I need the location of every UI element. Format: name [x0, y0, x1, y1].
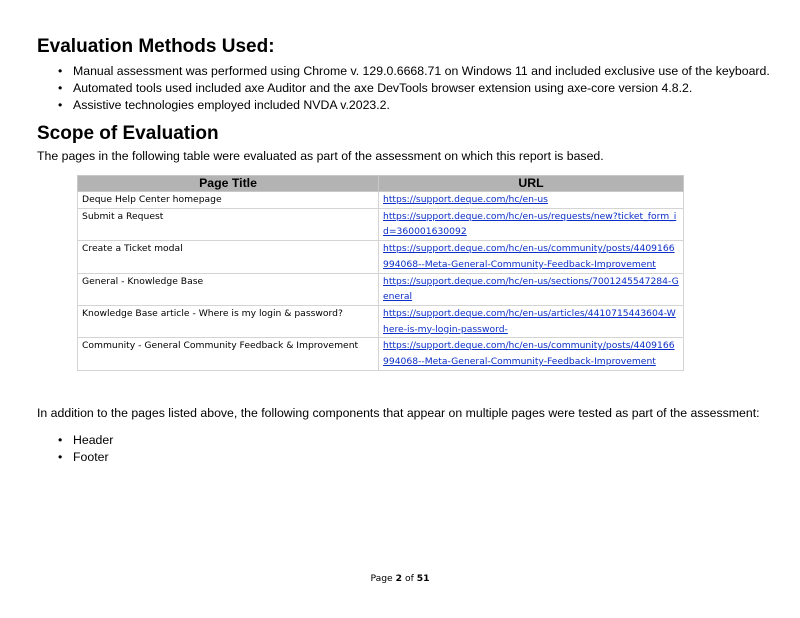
- table-row: [78, 241, 684, 273]
- page-title-cell: Knowledge Base article - Where is my login & password?: [78, 305, 379, 337]
- list-item: • Footer: [58, 449, 113, 466]
- scope-intro-text: The pages in the following table were evaluated as part of the assessment on which this report is based.: [37, 149, 604, 163]
- list-item: • Automated tools used included axe Auditor and the axe DevTools browser extension using axe-core version 4.8.2.: [58, 80, 770, 97]
- components-intro-text: In addition to the pages listed above, the following components that appear on multiple pages were tested as part of the assessment:: [37, 406, 760, 420]
- page-title-cell: Deque Help Center homepage: [78, 192, 379, 209]
- list-item: • Header: [58, 432, 113, 449]
- url-link[interactable]: https://support.deque.com/hc/en-us/sections/7001245547284-General: [379, 273, 684, 305]
- section-heading-evaluation-methods: Evaluation Methods Used:: [37, 36, 275, 57]
- table-header-row: [78, 176, 684, 192]
- page-word: Page: [370, 573, 393, 584]
- url-link[interactable]: https://support.deque.com/hc/en-us/community/posts/4409166994068--Meta-General-Community-Feedback-Improvement: [379, 241, 684, 273]
- table-row: [78, 273, 684, 305]
- page-title-cell: General - Knowledge Base: [78, 273, 379, 305]
- url-link[interactable]: https://support.deque.com/hc/en-us/requests/new?ticket_form_id=360001630092: [379, 208, 684, 240]
- page-total: 51: [416, 573, 430, 584]
- of-word: of: [404, 573, 414, 584]
- table-row: [78, 192, 684, 209]
- list-item: • Assistive technologies employed included NVDA v.2023.2.: [58, 97, 770, 114]
- list-item: • Manual assessment was performed using Chrome v. 129.0.6668.71 on Windows 11 and included exclusive use of the keyboard.: [58, 63, 770, 80]
- evaluation-methods-list: [58, 63, 770, 114]
- section-heading-scope: Scope of Evaluation: [37, 123, 219, 144]
- column-header-page-title: Page Title: [78, 176, 379, 192]
- pages-table: [77, 175, 684, 371]
- table-row: [78, 338, 684, 370]
- page-number: 2: [395, 573, 403, 584]
- url-link[interactable]: https://support.deque.com/hc/en-us/community/posts/4409166994068--Meta-General-Community-Feedback-Improvement: [379, 338, 684, 370]
- table-row: [78, 305, 684, 337]
- url-link[interactable]: https://support.deque.com/hc/en-us/articles/4410715443604-Where-is-my-login-password-: [379, 305, 684, 337]
- column-header-url: URL: [379, 176, 684, 192]
- table-row: [78, 208, 684, 240]
- page-title-cell: Create a Ticket modal: [78, 241, 379, 273]
- page-title-cell: Community - General Community Feedback & Improvement: [78, 338, 379, 370]
- url-link[interactable]: https://support.deque.com/hc/en-us: [379, 192, 684, 209]
- components-list: [58, 432, 113, 466]
- page-footer: [0, 573, 800, 584]
- page-title-cell: Submit a Request: [78, 208, 379, 240]
